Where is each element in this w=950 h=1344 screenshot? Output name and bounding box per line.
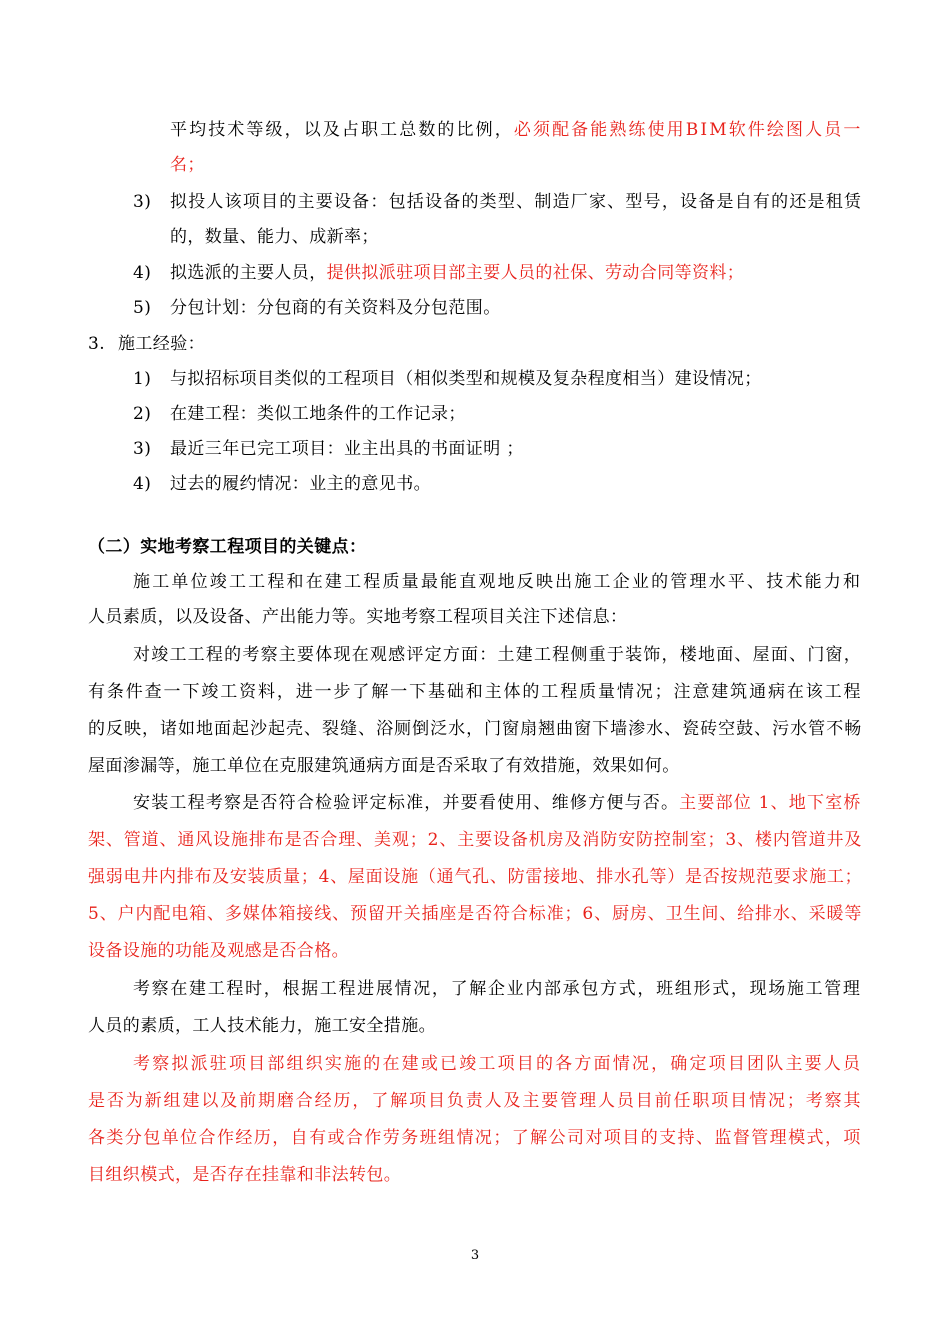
text-run: 3. xyxy=(88,334,106,354)
text-run: 5) xyxy=(133,298,152,318)
text-line xyxy=(88,1014,436,1038)
highlighted-text: 各类分包单位合作经历，自有或合作劳务班组情况；了解公司对项目的支持、监督管理模式，项 xyxy=(88,1128,862,1148)
text-run: 3) xyxy=(133,192,152,212)
text-line xyxy=(170,261,744,285)
text-run: 人员素质，以及设备、产出能力等。实地考察工程项目关注下述信息： xyxy=(88,607,628,627)
text-run: 的，数量、能力、成新率； xyxy=(170,227,379,247)
text-line xyxy=(88,1163,401,1187)
highlighted-text: 名； xyxy=(170,155,205,175)
text-run: 分包计划：分包商的有关资料及分包范围。 xyxy=(170,298,501,318)
text-run: 4) xyxy=(133,263,152,283)
text-run: 3) xyxy=(133,439,152,459)
text-line xyxy=(88,717,862,741)
text-line xyxy=(133,367,151,391)
text-line xyxy=(88,828,862,852)
text-run: 过去的履约情况：业主的意见书。 xyxy=(170,474,431,494)
text-run: 在建工程：类似工地条件的工作记录； xyxy=(170,404,466,424)
text-line xyxy=(170,118,862,142)
text-run: 与拟招标项目类似的工程项目（相似类型和规模及复杂程度相当）建设情况； xyxy=(170,369,762,389)
highlighted-text: 架、管道、通风设施排布是否合理、美观；2、主要设备机房及消防安防控制室；3、楼内管道井及 xyxy=(88,830,863,850)
text-run: 拟投人该项目的主要设备：包括设备的类型、制造厂家、型号，设备是自有的还是租赁 xyxy=(170,192,863,212)
text-run: 屋面渗漏等，施工单位在克服建筑通病方面是否采取了有效措施，效果如何。 xyxy=(88,756,680,776)
text-run: 人员的素质，工人技术能力，施工安全措施。 xyxy=(88,1016,436,1036)
highlighted-text: 强弱电井内排布及安装质量；4、屋面设施（通气孔、防雷接地、排水孔等）是否按规范要求施工； xyxy=(88,867,863,887)
text-line xyxy=(170,153,205,177)
text-line xyxy=(133,791,862,815)
text-run: 4) xyxy=(133,474,152,494)
page-number: 3 xyxy=(470,1248,480,1263)
text-line xyxy=(88,1089,862,1113)
text-line xyxy=(133,296,151,320)
text-line xyxy=(170,472,431,496)
text-line xyxy=(133,261,151,285)
text-line xyxy=(133,437,151,461)
text-line xyxy=(170,296,501,320)
text-line xyxy=(170,367,762,391)
text-run: 对竣工工程的考察主要体现在观感评定方面：土建工程侧重于装饰，楼地面、屋面、门窗， xyxy=(133,645,862,665)
highlighted-text: 主要部位 1、地下室桥 xyxy=(679,793,862,813)
text-line xyxy=(133,402,151,426)
text-run: 最近三年已完工项目：业主出具的书面证明 ； xyxy=(170,439,524,459)
text-line xyxy=(88,680,862,704)
text-run: 施工经验： xyxy=(118,334,205,354)
text-run: 考察在建工程时，根据工程进展情况，了解企业内部承包方式，班组形式，现场施工管理 xyxy=(133,979,862,999)
text-line xyxy=(133,977,862,1001)
highlighted-text: 5、户内配电箱、多媒体箱接线、预留开关插座是否符合标准；6、厨房、卫生间、给排水、采暖等 xyxy=(88,904,863,924)
text-run: （二）实地考察工程项目的关键点： xyxy=(88,537,367,557)
text-run: 平均技术等级，以及占职工总数的比例， xyxy=(170,120,514,140)
text-line xyxy=(88,605,627,629)
text-line xyxy=(170,190,862,214)
text-line xyxy=(118,332,205,356)
section-heading xyxy=(88,535,366,559)
text-line xyxy=(133,643,862,667)
text-line xyxy=(88,865,862,889)
text-run: 安装工程考察是否符合检验评定标准，并要看使用、维修方便与否。 xyxy=(133,793,680,813)
highlighted-text: 考察拟派驻项目部组织实施的在建或已竣工项目的各方面情况，确定项目团队主要人员 xyxy=(133,1054,863,1074)
text-line xyxy=(133,472,151,496)
text-run: 施工单位竣工工程和在建工程质量最能直观地反映出施工企业的管理水平、技术能力和 xyxy=(133,572,863,592)
text-line xyxy=(170,437,524,461)
highlighted-text: 设备设施的功能及观感是否合格。 xyxy=(88,941,349,961)
text-run: 2) xyxy=(133,404,152,424)
text-line xyxy=(88,902,862,926)
text-run: 拟选派的主要人员， xyxy=(170,263,327,283)
text-line xyxy=(88,939,349,963)
highlighted-text: 目组织模式，是否存在挂靠和非法转包。 xyxy=(88,1165,402,1185)
text-run: 有条件查一下竣工资料，进一步了解一下基础和主体的工程质量情况；注意建筑通病在该工程 xyxy=(88,682,863,702)
text-line xyxy=(170,225,379,249)
text-run: 1) xyxy=(133,369,152,389)
highlighted-text: 是否为新组建以及前期磨合经历，了解项目负责人及主要管理人员目前任职项目情况；考察其 xyxy=(88,1091,863,1111)
text-line xyxy=(170,402,466,426)
text-run: 的反映，诸如地面起沙起壳、裂缝、浴厕倒泛水，门窗扇翘曲窗下墙渗水、瓷砖空鼓、污水管不畅 xyxy=(88,719,863,739)
text-line xyxy=(88,1126,862,1150)
text-line xyxy=(133,1052,862,1076)
highlighted-text: 必须配备能熟练使用BIM软件绘图人员一 xyxy=(513,120,863,140)
text-line xyxy=(88,754,680,778)
text-line xyxy=(133,570,862,594)
highlighted-text: 提供拟派驻项目部主要人员的社保、劳动合同等资料； xyxy=(326,263,745,283)
text-line xyxy=(88,332,105,356)
text-line xyxy=(133,190,151,214)
